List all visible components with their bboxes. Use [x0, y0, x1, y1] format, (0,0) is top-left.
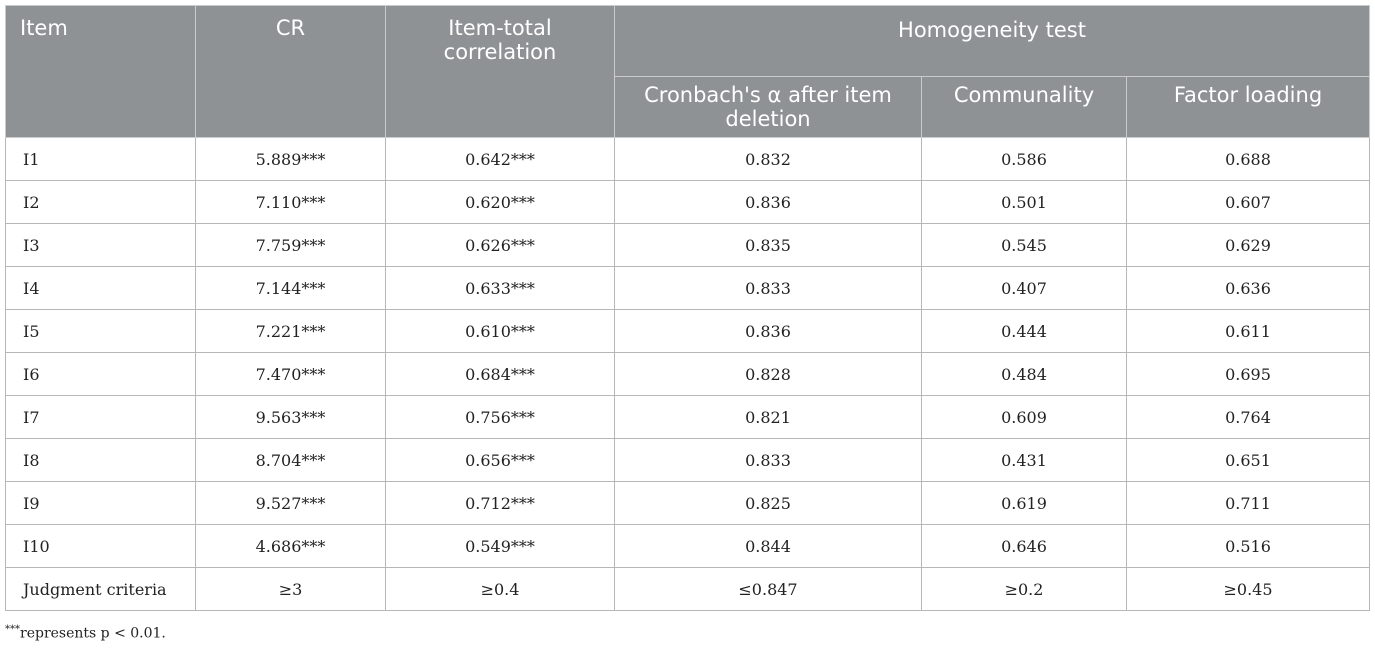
- item-total-cell: 0.610***: [386, 310, 615, 353]
- header-item: Item: [6, 6, 196, 138]
- item-cell: I4: [6, 267, 196, 310]
- item-cell: I9: [6, 482, 196, 525]
- item-cell: I2: [6, 181, 196, 224]
- header-item-total-correlation: Item-total correlation: [386, 6, 615, 138]
- cronbach-alpha-cell: ≤0.847: [615, 568, 922, 611]
- cr-cell: 7.144***: [196, 267, 386, 310]
- item-cell: I7: [6, 396, 196, 439]
- cr-cell: 7.110***: [196, 181, 386, 224]
- factor-loading-cell: 0.611: [1127, 310, 1370, 353]
- factor-loading-cell: 0.695: [1127, 353, 1370, 396]
- item-total-cell: 0.549***: [386, 525, 615, 568]
- communality-cell: 0.444: [922, 310, 1127, 353]
- item-total-cell: 0.684***: [386, 353, 615, 396]
- cronbach-alpha-cell: 0.828: [615, 353, 922, 396]
- header-cronbach-alpha: Cronbach's α after item deletion: [615, 77, 922, 138]
- factor-loading-cell: 0.607: [1127, 181, 1370, 224]
- item-total-cell: 0.642***: [386, 138, 615, 181]
- cr-cell: 9.563***: [196, 396, 386, 439]
- table-footnote: [5, 624, 166, 642]
- cronbach-alpha-cell: 0.835: [615, 224, 922, 267]
- item-cell: I5: [6, 310, 196, 353]
- item-total-cell: 0.620***: [386, 181, 615, 224]
- table-container: [5, 5, 1369, 611]
- header-homogeneity-test: Homogeneity test: [615, 6, 1370, 77]
- header-communality: Communality: [922, 77, 1127, 138]
- factor-loading-cell: 0.516: [1127, 525, 1370, 568]
- factor-loading-cell: ≥0.45: [1127, 568, 1370, 611]
- table-row: [6, 353, 1370, 396]
- item-cell: I3: [6, 224, 196, 267]
- item-total-cell: 0.712***: [386, 482, 615, 525]
- communality-cell: 0.609: [922, 396, 1127, 439]
- table-row: [6, 439, 1370, 482]
- factor-loading-cell: 0.688: [1127, 138, 1370, 181]
- communality-cell: 0.646: [922, 525, 1127, 568]
- item-cell: I10: [6, 525, 196, 568]
- cr-cell: 5.889***: [196, 138, 386, 181]
- cr-cell: 7.221***: [196, 310, 386, 353]
- cronbach-alpha-cell: 0.833: [615, 439, 922, 482]
- cronbach-alpha-cell: 0.836: [615, 310, 922, 353]
- item-total-cell: 0.756***: [386, 396, 615, 439]
- communality-cell: ≥0.2: [922, 568, 1127, 611]
- factor-loading-cell: 0.629: [1127, 224, 1370, 267]
- communality-cell: 0.586: [922, 138, 1127, 181]
- cronbach-alpha-cell: 0.821: [615, 396, 922, 439]
- item-cell: I8: [6, 439, 196, 482]
- item-cell: I6: [6, 353, 196, 396]
- cronbach-alpha-cell: 0.832: [615, 138, 922, 181]
- cronbach-alpha-cell: 0.836: [615, 181, 922, 224]
- communality-cell: 0.545: [922, 224, 1127, 267]
- footnote-text: represents p < 0.01.: [20, 625, 166, 642]
- table-row: [6, 310, 1370, 353]
- cr-cell: 7.470***: [196, 353, 386, 396]
- factor-loading-cell: 0.711: [1127, 482, 1370, 525]
- communality-cell: 0.501: [922, 181, 1127, 224]
- table-row: [6, 482, 1370, 525]
- table-row: [6, 525, 1370, 568]
- item-total-cell: 0.656***: [386, 439, 615, 482]
- factor-loading-cell: 0.636: [1127, 267, 1370, 310]
- table-row: [6, 181, 1370, 224]
- communality-cell: 0.484: [922, 353, 1127, 396]
- table-row: [6, 568, 1370, 611]
- cronbach-alpha-cell: 0.825: [615, 482, 922, 525]
- item-cell: Judgment criteria: [6, 568, 196, 611]
- factor-loading-cell: 0.764: [1127, 396, 1370, 439]
- communality-cell: 0.431: [922, 439, 1127, 482]
- cr-cell: 8.704***: [196, 439, 386, 482]
- item-cell: I1: [6, 138, 196, 181]
- item-total-cell: 0.626***: [386, 224, 615, 267]
- item-total-cell: ≥0.4: [386, 568, 615, 611]
- factor-loading-cell: 0.651: [1127, 439, 1370, 482]
- footnote-marker: ***: [5, 624, 20, 635]
- cr-cell: 7.759***: [196, 224, 386, 267]
- cronbach-alpha-cell: 0.833: [615, 267, 922, 310]
- table-row: [6, 224, 1370, 267]
- table-header: [6, 6, 1370, 138]
- item-total-cell: 0.633***: [386, 267, 615, 310]
- table-row: [6, 267, 1370, 310]
- communality-cell: 0.407: [922, 267, 1127, 310]
- table-row: [6, 396, 1370, 439]
- cr-cell: ≥3: [196, 568, 386, 611]
- cr-cell: 9.527***: [196, 482, 386, 525]
- item-analysis-table: [5, 5, 1370, 611]
- header-factor-loading: Factor loading: [1127, 77, 1370, 138]
- table-body: [6, 138, 1370, 611]
- table-row: [6, 138, 1370, 181]
- cronbach-alpha-cell: 0.844: [615, 525, 922, 568]
- communality-cell: 0.619: [922, 482, 1127, 525]
- cr-cell: 4.686***: [196, 525, 386, 568]
- header-cr: CR: [196, 6, 386, 138]
